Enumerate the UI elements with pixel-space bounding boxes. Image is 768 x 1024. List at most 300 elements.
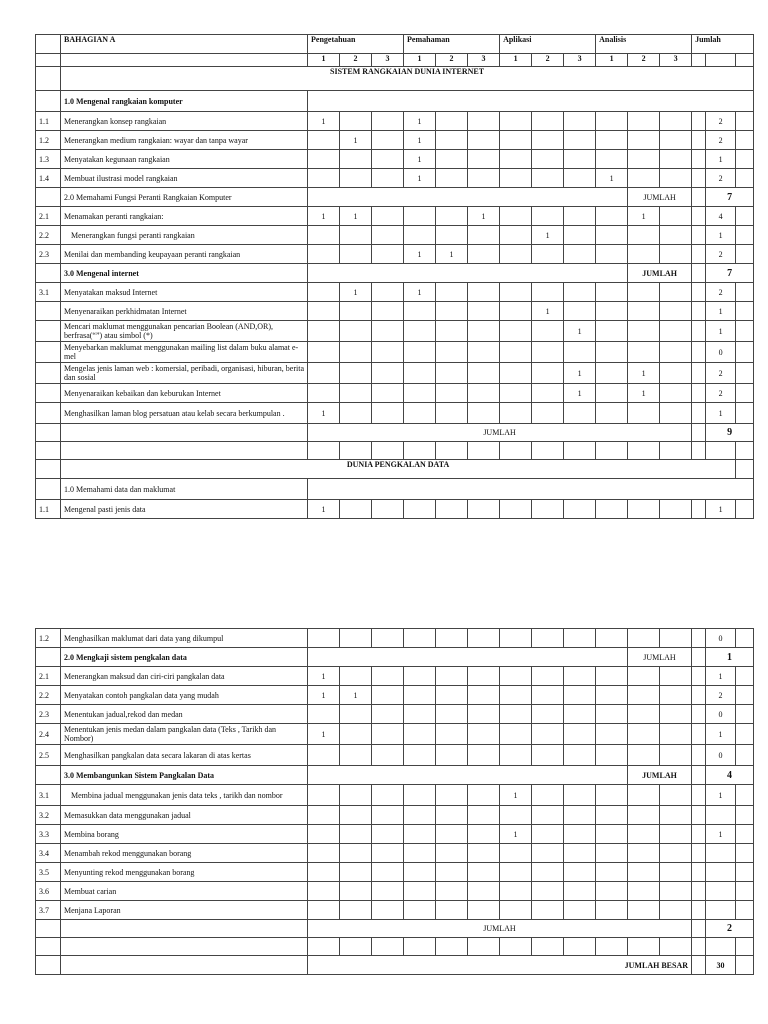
score-cell [340,112,372,131]
row-total: 1 [706,403,736,424]
score-cell [564,131,596,150]
score-cell [596,500,628,519]
score-cell [532,245,564,264]
score-cell [564,667,596,686]
score-cell [500,705,532,724]
spacer-cell [692,283,706,302]
spacer-cell [692,825,706,844]
item-description: Menyatakan contoh pangkalan data yang mudah [61,686,308,705]
score-cell [596,705,628,724]
score-cell [500,901,532,920]
blank-cell [36,442,61,460]
score-cell [468,825,500,844]
score-cell [468,283,500,302]
blank-desc [61,424,308,442]
score-cell [468,131,500,150]
score-cell [436,806,468,825]
score-cell [372,500,404,519]
level-number: 2 [436,54,468,67]
table-row [36,302,754,321]
item-description: Mengelas jenis laman web : komersial, peribadi, organisasi, hiburan, berita dan sosial [61,363,308,384]
score-cell [372,245,404,264]
item-description: Menghasilkan laman blog persatuan atau kelab secara berkumpulan . [61,403,308,424]
score-cell [628,150,660,169]
row-total: 2 [706,363,736,384]
score-cell [532,384,564,403]
score-cell [660,806,692,825]
table-row [36,342,754,363]
score-cell [372,806,404,825]
table-row [36,648,754,667]
score-cell [660,112,692,131]
score-cell [308,302,340,321]
score-cell: 1 [564,363,596,384]
grand-total-label: JUMLAH BESAR [308,956,692,975]
spacer-cell [692,724,706,745]
score-cell [532,131,564,150]
end-cell [736,460,754,479]
score-cell [436,745,468,766]
score-cell [308,844,340,863]
jumlah-label: JUMLAH [628,648,692,667]
score-cell [308,863,340,882]
topic-heading: 3.0 Mengenal internet [61,264,308,283]
score-cell [404,863,436,882]
item-description: Menerangkan konsep rangkaian [61,112,308,131]
score-cell [468,785,500,806]
row-number: 2.5 [36,745,61,766]
score-cell [660,705,692,724]
score-cell [564,169,596,188]
score-cell [596,825,628,844]
end-cell [736,785,754,806]
level-number: 3 [468,54,500,67]
score-cell [500,302,532,321]
end-cell [736,844,754,863]
end-cell [736,226,754,245]
end-cell [736,207,754,226]
row-number: 3.1 [36,283,61,302]
score-cell [468,112,500,131]
blank-cell [564,938,596,956]
row-number: 1.1 [36,112,61,131]
score-cell [628,686,660,705]
level-number: 1 [500,54,532,67]
score-cell [436,363,468,384]
spacer-cell [692,384,706,403]
blank-cell [692,938,706,956]
score-cell [564,150,596,169]
score-cell: 1 [308,500,340,519]
table-row [36,724,754,745]
score-cell [500,321,532,342]
row-number: 3.1 [36,785,61,806]
blank-cell [404,938,436,956]
section-total: 9 [706,424,754,442]
table-row [36,321,754,342]
section-total: 7 [706,188,754,207]
score-cell [468,667,500,686]
item-description: Menyebarkan maklumat menggunakan mailing list dalam buku alamat e-mel [61,342,308,363]
score-cell [596,245,628,264]
score-cell [628,705,660,724]
score-cell [436,844,468,863]
score-cell: 1 [340,283,372,302]
row-number: 3.6 [36,882,61,901]
score-cell [372,844,404,863]
score-cell [596,384,628,403]
end-cell [736,745,754,766]
row-total: 1 [706,825,736,844]
table-row [36,150,754,169]
level-number: 1 [404,54,436,67]
row-number [36,302,61,321]
jumlah-label: JUMLAH [628,188,692,207]
table-row [36,956,754,975]
score-cell [372,363,404,384]
score-cell [660,403,692,424]
score-cell [596,112,628,131]
score-cell [564,245,596,264]
score-cell [500,667,532,686]
score-cell [660,844,692,863]
score-cell [596,207,628,226]
score-cell [500,245,532,264]
table-row [36,844,754,863]
spacer-cell [692,745,706,766]
score-cell: 1 [340,207,372,226]
topic-heading: 3.0 Membangunkan Sistem Pangkalan Data [61,766,308,785]
table-row [36,226,754,245]
score-cell [500,724,532,745]
score-cell [532,321,564,342]
blank-cell [500,938,532,956]
item-description: Membina jadual menggunakan jenis data teks , tarikh dan nombor [61,785,308,806]
score-cell [596,302,628,321]
score-cell [532,207,564,226]
table-row [36,112,754,131]
score-cell [436,863,468,882]
row-number [36,91,61,112]
score-cell [308,169,340,188]
score-cell [372,169,404,188]
score-cell [468,863,500,882]
table-row [36,901,754,920]
row-total: 4 [706,207,736,226]
score-cell [532,785,564,806]
item-description: Menyenaraikan perkhidmatan Internet [61,302,308,321]
spacer-cell [692,321,706,342]
score-cell [660,500,692,519]
spacer-cell [692,169,706,188]
score-cell [340,844,372,863]
table-row [36,938,754,956]
row-number [36,648,61,667]
score-cell [660,150,692,169]
row-number: 2.2 [36,226,61,245]
header-aplikasi: Aplikasi [500,35,596,54]
score-cell [436,825,468,844]
score-cell [628,283,660,302]
score-cell [500,863,532,882]
score-cell [404,342,436,363]
row-total: 0 [706,629,736,648]
score-cell: 1 [628,384,660,403]
jumlah-label: JUMLAH [308,920,692,938]
score-cell [436,629,468,648]
row-number [36,342,61,363]
score-cell [340,705,372,724]
score-cell [404,363,436,384]
score-cell [468,245,500,264]
score-cell [628,724,660,745]
score-cell: 1 [404,245,436,264]
score-cell: 1 [596,169,628,188]
score-cell [564,785,596,806]
row-number: 2.1 [36,207,61,226]
row-total: 2 [706,131,736,150]
score-cell [308,705,340,724]
score-cell [372,667,404,686]
score-cell [660,321,692,342]
score-cell [340,384,372,403]
score-cell [436,226,468,245]
score-cell [532,901,564,920]
level-number: 3 [660,54,692,67]
score-cell [628,667,660,686]
score-cell [628,785,660,806]
score-cell [500,363,532,384]
score-cell [340,882,372,901]
table-row [36,806,754,825]
blank-cell [736,442,754,460]
score-cell [596,882,628,901]
end-cell [736,806,754,825]
row-number: 1.2 [36,629,61,648]
score-cell [308,384,340,403]
row-total: 2 [706,245,736,264]
end-cell [736,863,754,882]
end-cell [736,686,754,705]
score-cell [500,844,532,863]
score-cell: 1 [500,825,532,844]
end-cell [736,667,754,686]
item-description: Memasukkan data menggunakan jadual [61,806,308,825]
score-cell [660,901,692,920]
score-cell [628,825,660,844]
score-cell [628,342,660,363]
score-cell [532,724,564,745]
blank-cell [36,938,61,956]
spacer-cell [692,150,706,169]
score-cell [596,745,628,766]
spacer-cell [692,424,706,442]
table-row [36,442,754,460]
score-cell [436,901,468,920]
spacer-cell [692,629,706,648]
row-total [706,844,736,863]
row-number [36,384,61,403]
blank-cell [340,938,372,956]
blank-cell [564,442,596,460]
row-number [36,766,61,785]
score-cell [404,667,436,686]
spacer-cell [692,901,706,920]
end-cell [736,629,754,648]
score-cell [404,207,436,226]
score-cell [660,882,692,901]
score-cell [564,724,596,745]
score-cell [500,226,532,245]
score-cell [532,112,564,131]
table-row [36,920,754,938]
header-pengetahuan: Pengetahuan [308,35,404,54]
score-cell [404,785,436,806]
score-cell [596,901,628,920]
score-cell [468,705,500,724]
blank-cell [61,442,308,460]
table-row [36,629,754,648]
score-cell [500,131,532,150]
end-cell [736,112,754,131]
score-cell [660,686,692,705]
score-cell [500,283,532,302]
score-cell: 1 [340,686,372,705]
row-total: 1 [706,785,736,806]
score-cell [628,629,660,648]
score-cell [500,112,532,131]
score-cell [596,785,628,806]
score-cell: 1 [308,207,340,226]
score-cell [436,342,468,363]
end-cell [736,384,754,403]
item-description: Menghasilkan pangkalan data secara lakaran di atas kertas [61,745,308,766]
blank-cell [372,442,404,460]
blank-cell [706,442,736,460]
blank-cell [308,938,340,956]
score-cell [500,207,532,226]
spacer-cell [692,245,706,264]
score-cell [596,863,628,882]
score-cell [436,283,468,302]
score-cell: 1 [404,283,436,302]
score-cell [372,901,404,920]
blank-cell [372,938,404,956]
section-total: 4 [706,766,754,785]
table-row [36,460,754,479]
blank-span [308,264,628,283]
row-number [36,264,61,283]
row-total: 2 [706,169,736,188]
topic-heading: 1.0 Mengenal rangkaian komputer [61,91,308,112]
score-cell [436,150,468,169]
spacer-cell [692,705,706,724]
score-cell [308,321,340,342]
score-cell [404,705,436,724]
blank-span [308,479,754,500]
score-cell [340,302,372,321]
score-cell [468,844,500,863]
score-cell [308,150,340,169]
blank-cell [660,938,692,956]
row-number: 3.7 [36,901,61,920]
spacer-cell [692,956,706,975]
spacer-cell [692,363,706,384]
score-cell: 1 [308,403,340,424]
row-number: 3.5 [36,863,61,882]
table-row [36,667,754,686]
blank-cell [468,938,500,956]
score-cell [308,901,340,920]
item-description: Mengenal pasti jenis data [61,500,308,519]
end-cell [736,321,754,342]
item-description: Menyatakan maksud Internet [61,283,308,302]
score-cell [628,844,660,863]
score-cell [532,745,564,766]
score-cell [500,629,532,648]
part-title: DUNIA PENGKALAN DATA [61,460,736,479]
section-heading: BAHAGIAN A [61,35,308,54]
level-number: 3 [372,54,404,67]
score-cell [628,882,660,901]
score-cell [404,500,436,519]
score-cell [340,806,372,825]
blank-cell [404,442,436,460]
end-cell [736,500,754,519]
row-number [36,321,61,342]
spacer-cell [692,806,706,825]
score-cell [500,342,532,363]
score-cell [532,283,564,302]
score-cell [532,686,564,705]
table-row [36,882,754,901]
spacer-cell [692,342,706,363]
item-description: Menilai dan membanding keupayaan peranti rangkaian [61,245,308,264]
row-number [36,363,61,384]
row-total [706,901,736,920]
blank-cell [436,442,468,460]
table-row [36,54,754,67]
score-cell [628,112,660,131]
score-cell [372,403,404,424]
score-cell: 1 [308,112,340,131]
row-total [706,863,736,882]
spacer-cell [692,54,706,67]
score-cell [660,342,692,363]
score-cell [436,207,468,226]
table-row [36,131,754,150]
score-cell [564,806,596,825]
table-row [36,686,754,705]
score-cell [500,384,532,403]
end-cell [736,705,754,724]
table-row [36,207,754,226]
score-cell [660,226,692,245]
spacer-cell [692,112,706,131]
item-description: Menyenaraikan kebaikan dan keburukan Internet [61,384,308,403]
score-cell [340,629,372,648]
score-cell [596,629,628,648]
score-cell: 1 [404,131,436,150]
score-cell: 1 [468,207,500,226]
score-cell: 1 [308,667,340,686]
score-cell [468,806,500,825]
score-cell [372,629,404,648]
score-cell [436,785,468,806]
row-total: 1 [706,321,736,342]
score-cell [564,500,596,519]
score-cell [372,384,404,403]
